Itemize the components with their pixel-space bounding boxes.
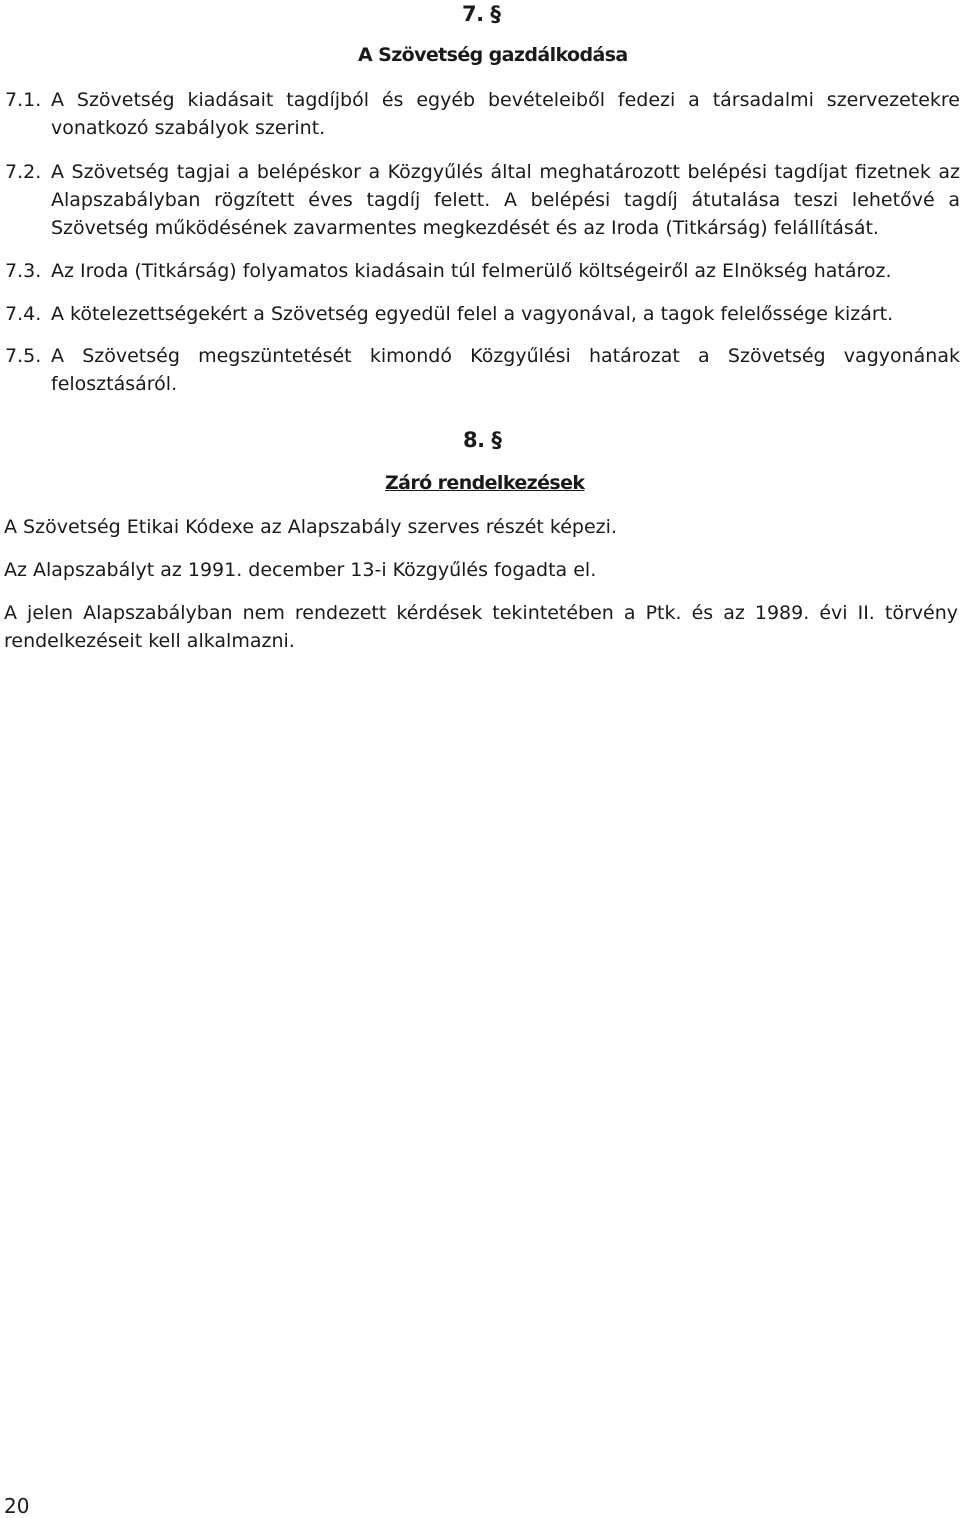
paragraph-ethics-code: A Szövetség Etikai Kódexe az Alapszabály szerves részét képezi. — [4, 516, 617, 538]
item-number: 7.3. — [5, 260, 42, 282]
list-item-7-3 — [5, 257, 960, 285]
section-8-title: Záró rendelkezések — [385, 472, 585, 494]
item-number: 7.1. — [5, 89, 42, 111]
page-number: 20 — [4, 1494, 30, 1518]
paragraph-adoption-date: Az Alapszabályt az 1991. december 13-i Közgyűlés fogadta el. — [4, 559, 597, 581]
list-item-7-2 — [5, 158, 960, 242]
item-text: A kötelezettségekért a Szövetség egyedül felel a vagyonával, a tagok felelőssége kizárt. — [51, 303, 894, 325]
item-text: A Szövetség kiadásait tagdíjból és egyéb bevételeiből fedezi a társadalmi szervezetekre vonatkozó szabályok szerint. — [51, 89, 960, 139]
item-text: A Szövetség tagjai a belépéskor a Közgyűlés által meghatározott belépési tagdíjat fizetnek az Alapszabályban rögzített éves tagdíj felett. A belépési tagdíj átutalása teszi lehetővé a Szövetség működésének zavarmentes megkezdését és az Iroda (Titkárság) felállítását. — [51, 161, 960, 239]
list-item-7-5 — [5, 342, 960, 398]
section-7-number: 7. § — [462, 2, 501, 26]
item-number: 7.4. — [5, 303, 42, 325]
paragraph-applicable-law: A jelen Alapszabályban nem rendezett kérdések tekintetében a Ptk. és az 1989. évi II. törvény rendelkezéseit kell alkalmazni. — [4, 602, 958, 652]
section-8-number: 8. § — [463, 428, 502, 452]
item-number: 7.2. — [5, 161, 42, 183]
item-text: Az Iroda (Titkárság) folyamatos kiadásain túl felmerülő költségeiről az Elnökség határoz. — [51, 260, 892, 282]
section-7-title: A Szövetség gazdálkodása — [358, 44, 628, 66]
item-number: 7.5. — [5, 345, 42, 367]
list-item-7-4 — [5, 300, 960, 328]
list-item-7-1 — [5, 86, 960, 142]
item-text: A Szövetség megszüntetését kimondó Közgyűlési határozat a Szövetség vagyonának felosztásáról. — [51, 345, 960, 395]
